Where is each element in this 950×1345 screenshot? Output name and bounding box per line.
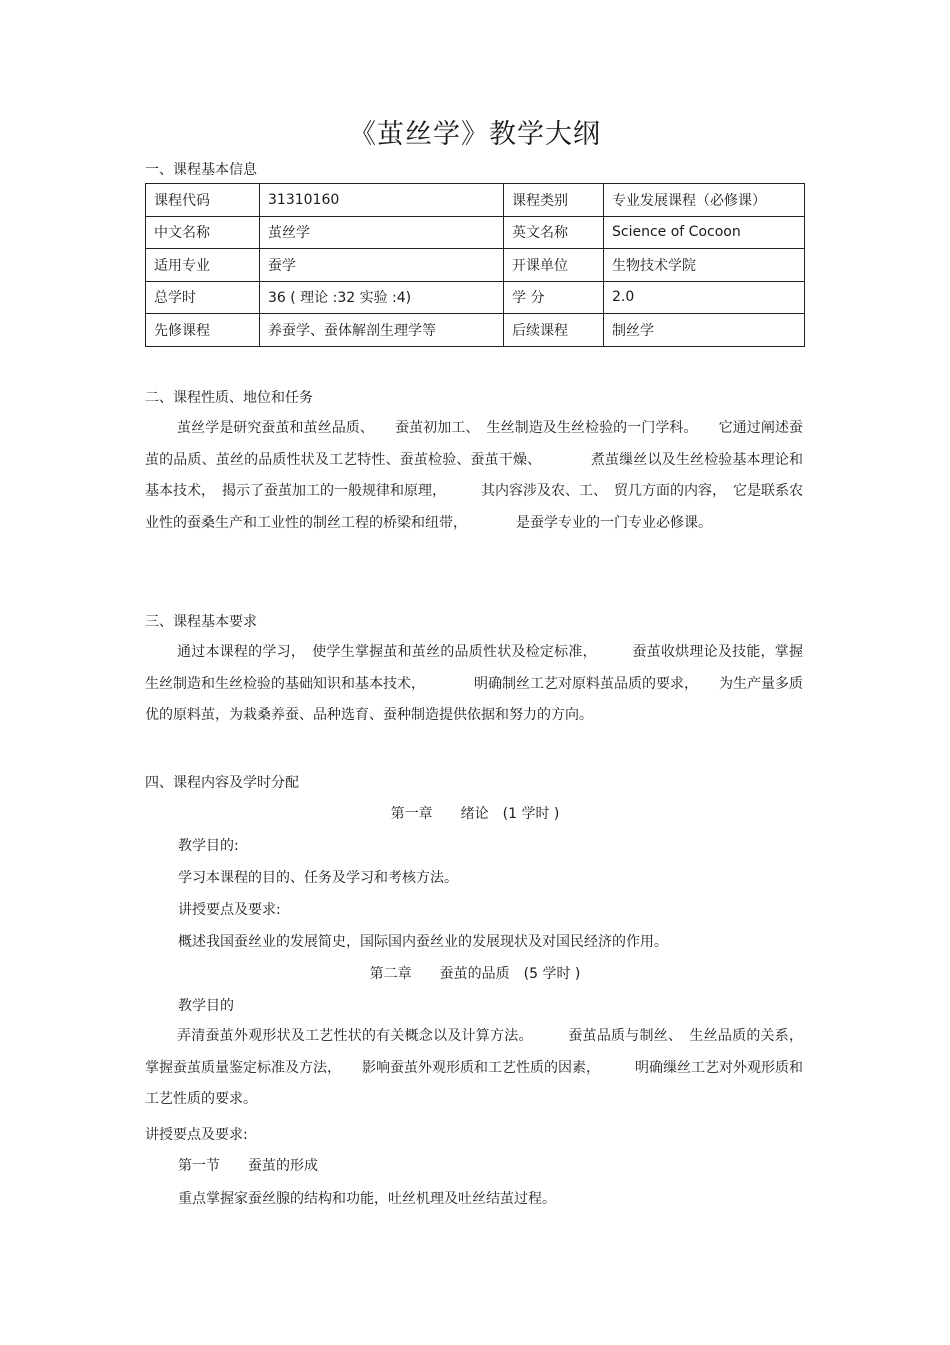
table-label-cell: 总学时	[146, 281, 260, 314]
table-value-cell: 制丝学	[604, 314, 805, 347]
table-label-cell: 课程代码	[146, 184, 260, 217]
table-label-cell: 适用专业	[146, 249, 260, 282]
chapter1-title: 第一章 绪论 (1 学时 )	[390, 806, 560, 822]
section-heading-content: 四、课程内容及学时分配	[145, 775, 299, 791]
chapter2-goal-paragraph: 弄清蚕茧外观形状及工艺性状的有关概念以及计算方法。 蚕茧品质与制丝、 生丝品质的关系，掌握蚕茧质量鉴定标准及方法， 影响蚕茧外观形质和工艺性质的因素， 明确缫丝工艺对外观形质和工艺性质的要求。	[145, 1028, 803, 1108]
table-value-cell: 蚕学	[260, 249, 504, 282]
requirements-paragraph: 通过本课程的学习， 使学生掌握茧和茧丝的品质性状及检定标准， 蚕茧收烘理论及技能，掌握生丝制造和生丝检验的基础知识和基本技术， 明确制丝工艺对原料茧品质的要求， 为生产量多质优的原料茧，为栽桑养蚕、品种选育、蚕种制造提供依据和努力的方向。	[145, 644, 803, 724]
table-value-cell: 36 ( 理论 :32 实验 :4)	[260, 281, 504, 314]
chapter1-goal-label: 教学目的:	[178, 838, 239, 854]
nature-paragraph: 茧丝学是研究蚕茧和茧丝品质、 蚕茧初加工、 生丝制造及生丝检验的一门学科。 它通过阐述蚕茧的品质、茧丝的品质性状及工艺特性、蚕茧检验、蚕茧干燥、 煮茧缫丝以及生丝检验基本理论和基本技术， 揭示了蚕茧加工的一般规律和原理， 其内容涉及农、工、 贸几方面的内容， 它是联系农业性的蚕桑生产和工业性的制丝工程的桥梁和纽带， 是蚕学专业的一门专业必修课。	[145, 420, 803, 531]
section-heading-basic-info: 一、课程基本信息	[145, 162, 257, 178]
table-row	[146, 281, 805, 314]
chapter2-goal-label: 教学目的	[178, 998, 234, 1014]
chapter1-goal-text: 学习本课程的目的、任务及学习和考核方法。	[178, 870, 458, 886]
page-title: 《茧丝学》教学大纲	[349, 119, 601, 150]
table-label-cell: 开课单位	[504, 249, 604, 282]
table-row	[146, 184, 805, 217]
chapter2-points-label: 讲授要点及要求:	[145, 1127, 248, 1143]
table-value-cell: 生物技术学院	[604, 249, 805, 282]
table-row	[146, 314, 805, 347]
table-label-cell: 课程类别	[504, 184, 604, 217]
table-label-cell: 学 分	[504, 281, 604, 314]
table-value-cell: 茧丝学	[260, 216, 504, 249]
table-value-cell: Science of Cocoon	[604, 216, 805, 249]
table-row	[146, 216, 805, 249]
chapter1-points-text: 概述我国蚕丝业的发展简史，国际国内蚕丝业的发展现状及对国民经济的作用。	[178, 934, 668, 950]
table-label-cell: 先修课程	[146, 314, 260, 347]
table-value-cell: 养蚕学、蚕体解剖生理学等	[260, 314, 504, 347]
table-value-cell: 2.0	[604, 281, 805, 314]
table-value-cell: 专业发展课程（必修课）	[604, 184, 805, 217]
section-heading-nature: 二、课程性质、地位和任务	[145, 390, 313, 406]
chapter1-points-label: 讲授要点及要求:	[178, 902, 281, 918]
table-label-cell: 英文名称	[504, 216, 604, 249]
chapter2-section1-text: 重点掌握家蚕丝腺的结构和功能，吐丝机理及吐丝结茧过程。	[178, 1191, 556, 1207]
course-info-table	[145, 183, 805, 347]
table-label-cell: 后续课程	[504, 314, 604, 347]
section-heading-requirements: 三、课程基本要求	[145, 614, 257, 630]
chapter2-section1-title: 第一节 蚕茧的形成	[178, 1158, 318, 1174]
chapter2-title: 第二章 蚕茧的品质 (5 学时 )	[369, 966, 581, 982]
table-value-cell: 31310160	[260, 184, 504, 217]
table-label-cell: 中文名称	[146, 216, 260, 249]
table-row	[146, 249, 805, 282]
